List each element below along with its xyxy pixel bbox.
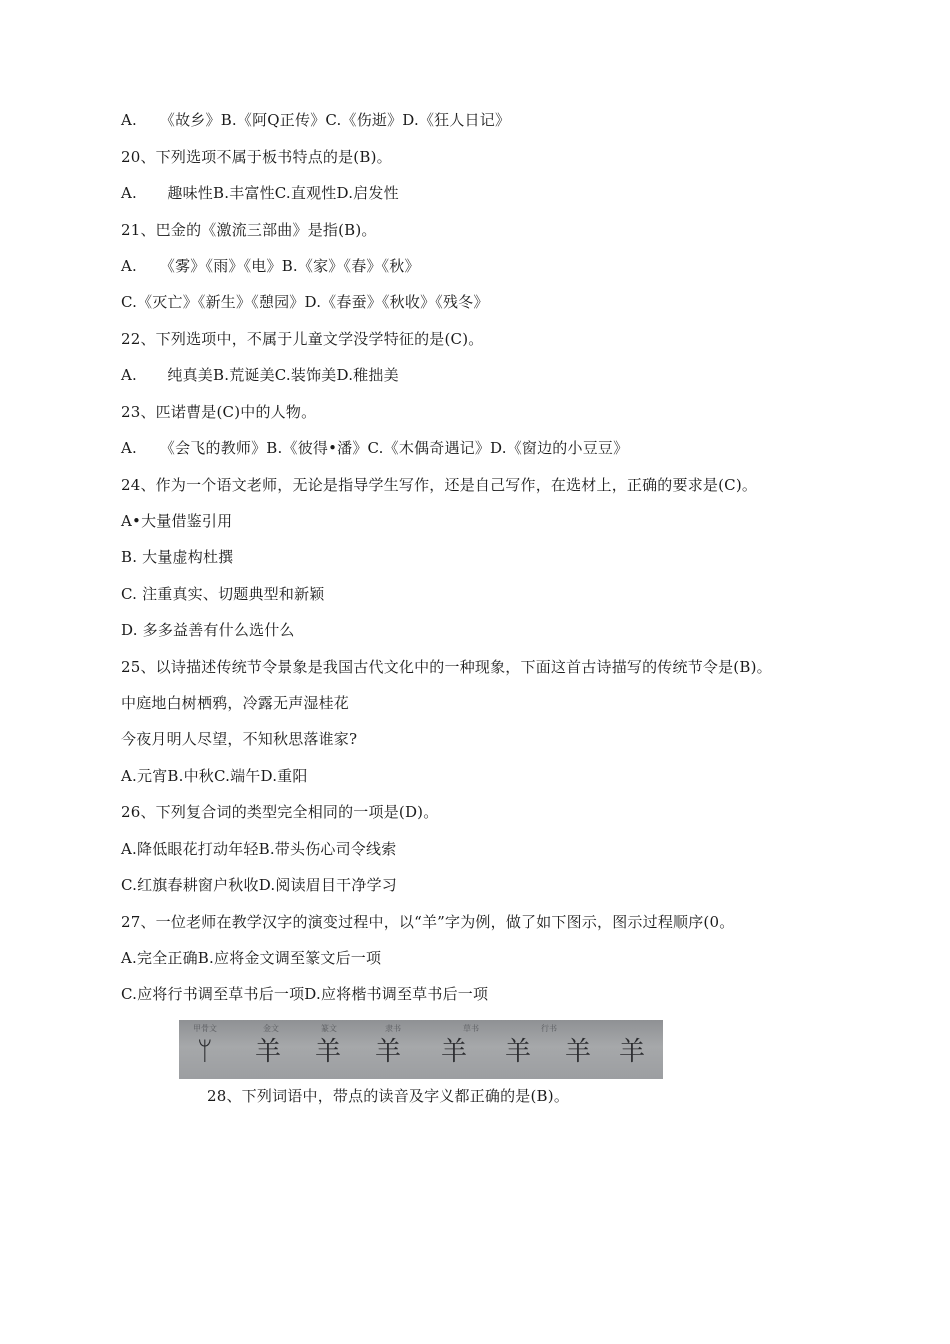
- text-line: A. 趣味性B.丰富性C.直观性D.启发性: [121, 184, 399, 202]
- figure-label: 篆文: [321, 1024, 337, 1033]
- question-20: 20、下列选项不属于板书特点的是(B)。: [121, 148, 392, 166]
- glyph-bronze: 羊: [255, 1037, 282, 1067]
- text-line: A.降低眼花打动年轻B.带头伤心司令线索: [121, 840, 397, 858]
- text-line: C.应将行书调至草书后一项D.应将楷书调至草书后一项: [121, 985, 489, 1003]
- glyph-seal: 羊: [315, 1037, 342, 1067]
- glyph-extra: 羊: [619, 1037, 646, 1067]
- question-22: 22、下列选项中，不属于儿童文学没学特征的是(C)。: [121, 330, 484, 348]
- text-line: A. 《故乡》B.《阿Q正传》C.《伤逝》D.《狂人日记》: [121, 111, 511, 129]
- character-evolution-figure: [179, 1020, 663, 1079]
- text-line: C.红旗春耕窗户秋收D.阅读眉目干净学习: [121, 876, 397, 894]
- question-28: 28、下列词语中，带点的读音及字义都正确的是(B)。: [207, 1087, 570, 1105]
- text-line: A. 《会飞的教师》B.《彼得•潘》C.《木偶奇遇记》D.《窗边的小豆豆》: [121, 439, 629, 457]
- text-line: A. 纯真美B.荒诞美C.装饰美D.稚拙美: [121, 366, 399, 384]
- figure-label: 行书: [541, 1024, 557, 1033]
- text-line: C.《灭亡》《新生》《憩园》D.《春蚕》《秋收》《残冬》: [121, 293, 489, 311]
- glyph-oracle: ᛘ: [197, 1037, 213, 1067]
- question-21: 21、巴金的《激流三部曲》是指(B)。: [121, 221, 377, 239]
- poem-line: 中庭地白树栖鸦，冷露无声湿桂花: [121, 694, 350, 712]
- question-26: 26、下列复合词的类型完全相同的一项是(D)。: [121, 803, 439, 821]
- figure-label: 金文: [263, 1024, 279, 1033]
- figure-label: 甲骨文: [193, 1024, 217, 1033]
- option-line: B. 大量虚构杜撰: [121, 548, 234, 566]
- glyph-cursive: 羊: [441, 1037, 468, 1067]
- glyph-running: 羊: [565, 1037, 592, 1067]
- glyph-regular: 羊: [505, 1037, 532, 1067]
- option-line: D. 多多益善有什么选什么: [121, 621, 295, 639]
- question-23: 23、匹诺曹是(C)中的人物。: [121, 403, 317, 421]
- text-line: A.元宵B.中秋C.端午D.重阳: [121, 767, 308, 785]
- figure-label: 隶书: [385, 1024, 401, 1033]
- question-25: 25、以诗描述传统节令景象是我国古代文化中的一种现象，下面这首古诗描写的传统节令是(B)。: [121, 658, 772, 676]
- text-line: A.完全正确B.应将金文调至篆文后一项: [121, 949, 382, 967]
- glyph-clerical: 羊: [375, 1037, 402, 1067]
- figure-label: 草书: [463, 1024, 479, 1033]
- text-line: A. 《雾》《雨》《电》B.《家》《春》《秋》: [121, 257, 420, 275]
- option-line: C. 注重真实、切题典型和新颖: [121, 585, 325, 603]
- question-24: 24、作为一个语文老师，无论是指导学生写作，还是自己写作，在选材上，正确的要求是(C)。: [121, 476, 758, 494]
- option-line: A•大量借鉴引用: [121, 512, 233, 530]
- poem-line: 今夜月明人尽望，不知秋思落谁家?: [121, 730, 358, 748]
- question-27: 27、一位老师在教学汉字的演变过程中，以“羊”字为例，做了如下图示，图示过程顺序(0。: [121, 913, 735, 931]
